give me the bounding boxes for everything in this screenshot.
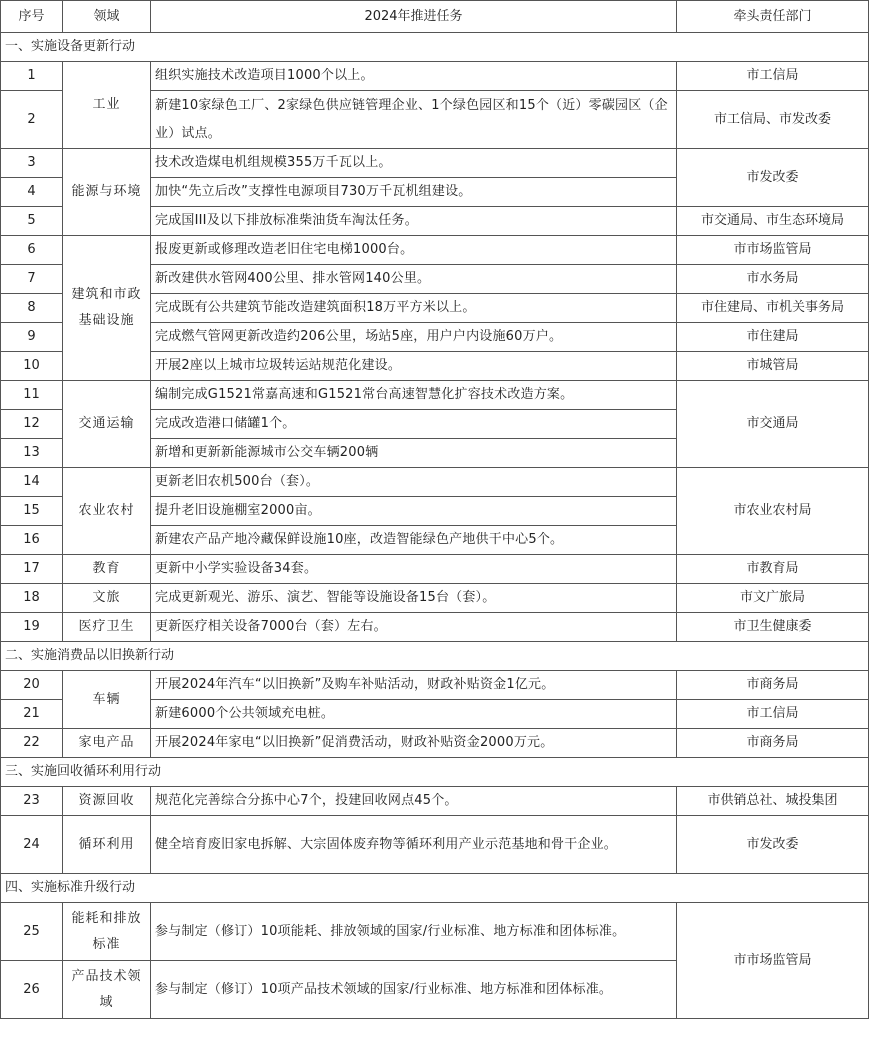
table-row: [1, 787, 869, 816]
field-cell: 能源与环境: [63, 149, 151, 236]
task-cell: 开展2024年家电“以旧换新”促消费活动，财政补贴资金2000万元。: [151, 729, 677, 758]
row-num: 16: [1, 526, 63, 555]
task-cell: 组织实施技术改造项目1000个以上。: [151, 62, 677, 91]
task-cell: 更新医疗相关设备7000台（套）左右。: [151, 613, 677, 642]
task-cell: 完成国III及以下排放标准柴油货车淘汰任务。: [151, 207, 677, 236]
table-row: [1, 149, 869, 178]
task-cell: 新建6000个公共领域充电桩。: [151, 700, 677, 729]
row-num: 24: [1, 816, 63, 874]
table-row: [1, 613, 869, 642]
task-cell: 更新中小学实验设备34套。: [151, 555, 677, 584]
table-row: [1, 236, 869, 265]
row-num: 8: [1, 294, 63, 323]
dept-cell: 市商务局: [677, 729, 869, 758]
task-cell: 完成既有公共建筑节能改造建筑面积18万平方米以上。: [151, 294, 677, 323]
field-cell: 教育: [63, 555, 151, 584]
dept-cell: 市文广旅局: [677, 584, 869, 613]
row-num: 9: [1, 323, 63, 352]
row-num: 7: [1, 265, 63, 294]
row-num: 21: [1, 700, 63, 729]
task-cell: 开展2座以上城市垃圾转运站规范化建设。: [151, 352, 677, 381]
table-header-row: [1, 1, 869, 33]
task-cell: 报废更新或修理改造老旧住宅电梯1000台。: [151, 236, 677, 265]
section-heading: 一、实施设备更新行动: [1, 33, 869, 62]
header-task: 2024年推进任务: [151, 1, 677, 33]
table-row: [1, 468, 869, 497]
dept-cell: 市工信局、市发改委: [677, 91, 869, 149]
task-cell: 加快“先立后改”支撑性电源项目730万千瓦机组建设。: [151, 178, 677, 207]
row-num: 13: [1, 439, 63, 468]
task-cell: 提升老旧设施棚室2000亩。: [151, 497, 677, 526]
dept-cell: 市卫生健康委: [677, 613, 869, 642]
table-row: [1, 555, 869, 584]
task-cell: 完成燃气管网更新改造约206公里，场站5座，用户户内设施60万户。: [151, 323, 677, 352]
dept-cell: 市供销总社、城投集团: [677, 787, 869, 816]
dept-cell: 市发改委: [677, 816, 869, 874]
row-num: 11: [1, 381, 63, 410]
task-cell: 参与制定（修订）10项产品技术领域的国家/行业标准、地方标准和团体标准。: [151, 961, 677, 1019]
row-num: 14: [1, 468, 63, 497]
dept-cell: 市工信局: [677, 62, 869, 91]
task-cell: 完成改造港口储罐1个。: [151, 410, 677, 439]
task-cell: 新增和更新新能源城市公交车辆200辆: [151, 439, 677, 468]
row-num: 12: [1, 410, 63, 439]
task-cell: 开展2024年汽车“以旧换新”及购车补贴活动，财政补贴资金1亿元。: [151, 671, 677, 700]
row-num: 4: [1, 178, 63, 207]
dept-cell: 市工信局: [677, 700, 869, 729]
table-row: [1, 729, 869, 758]
table-row: [1, 584, 869, 613]
row-num: 15: [1, 497, 63, 526]
row-num: 18: [1, 584, 63, 613]
dept-cell: 市市场监管局: [677, 903, 869, 1019]
task-cell: 新建10家绿色工厂、2家绿色供应链管理企业、1个绿色园区和15个（近）零碳园区（企业）试点。: [151, 91, 677, 149]
task-cell: 编制完成G1521常嘉高速和G1521常台高速智慧化扩容技术改造方案。: [151, 381, 677, 410]
dept-cell: 市商务局: [677, 671, 869, 700]
section-heading: 三、实施回收循环利用行动: [1, 758, 869, 787]
table-row: [1, 903, 869, 961]
row-num: 1: [1, 62, 63, 91]
row-num: 3: [1, 149, 63, 178]
field-cell: 产品技术领域: [63, 961, 151, 1019]
field-cell: 家电产品: [63, 729, 151, 758]
field-cell: 交通运输: [63, 381, 151, 468]
table-row: [1, 671, 869, 700]
field-cell: 能耗和排放标准: [63, 903, 151, 961]
field-cell: 车辆: [63, 671, 151, 729]
field-cell: 工业: [63, 62, 151, 149]
row-num: 25: [1, 903, 63, 961]
header-dept: 牵头责任部门: [677, 1, 869, 33]
row-num: 26: [1, 961, 63, 1019]
header-num: 序号: [1, 1, 63, 33]
field-cell: 文旅: [63, 584, 151, 613]
dept-cell: 市住建局: [677, 323, 869, 352]
row-num: 19: [1, 613, 63, 642]
dept-cell: 市水务局: [677, 265, 869, 294]
field-cell: 医疗卫生: [63, 613, 151, 642]
task-cell: 新改建供水管网400公里、排水管网140公里。: [151, 265, 677, 294]
row-num: 6: [1, 236, 63, 265]
dept-cell: 市农业农村局: [677, 468, 869, 555]
task-cell: 技术改造煤电机组规模355万千瓦以上。: [151, 149, 677, 178]
field-cell: 建筑和市政基础设施: [63, 236, 151, 381]
field-cell: 资源回收: [63, 787, 151, 816]
task-cell: 规范化完善综合分拣中心7个，投建回收网点45个。: [151, 787, 677, 816]
row-num: 10: [1, 352, 63, 381]
row-num: 2: [1, 91, 63, 149]
table-row: [1, 381, 869, 410]
task-cell: 参与制定（修订）10项能耗、排放领域的国家/行业标准、地方标准和团体标准。: [151, 903, 677, 961]
row-num: 22: [1, 729, 63, 758]
section-heading: 二、实施消费品以旧换新行动: [1, 642, 869, 671]
section-heading: 四、实施标准升级行动: [1, 874, 869, 903]
dept-cell: 市市场监管局: [677, 236, 869, 265]
task-cell: 更新老旧农机500台（套）。: [151, 468, 677, 497]
task-cell: 完成更新观光、游乐、演艺、智能等设施设备15台（套）。: [151, 584, 677, 613]
task-cell: 健全培育废旧家电拆解、大宗固体废弃物等循环利用产业示范基地和骨干企业。: [151, 816, 677, 874]
task-cell: 新建农产品产地冷藏保鲜设施10座，改造智能绿色产地供干中心5个。: [151, 526, 677, 555]
dept-cell: 市住建局、市机关事务局: [677, 294, 869, 323]
dept-cell: 市教育局: [677, 555, 869, 584]
row-num: 23: [1, 787, 63, 816]
dept-cell: 市交通局、市生态环境局: [677, 207, 869, 236]
table-row: [1, 816, 869, 874]
field-cell: 循环利用: [63, 816, 151, 874]
dept-cell: 市发改委: [677, 149, 869, 207]
dept-cell: 市交通局: [677, 381, 869, 468]
row-num: 20: [1, 671, 63, 700]
row-num: 17: [1, 555, 63, 584]
row-num: 5: [1, 207, 63, 236]
dept-cell: 市城管局: [677, 352, 869, 381]
header-field: 领域: [63, 1, 151, 33]
table-row: [1, 62, 869, 91]
field-cell: 农业农村: [63, 468, 151, 555]
